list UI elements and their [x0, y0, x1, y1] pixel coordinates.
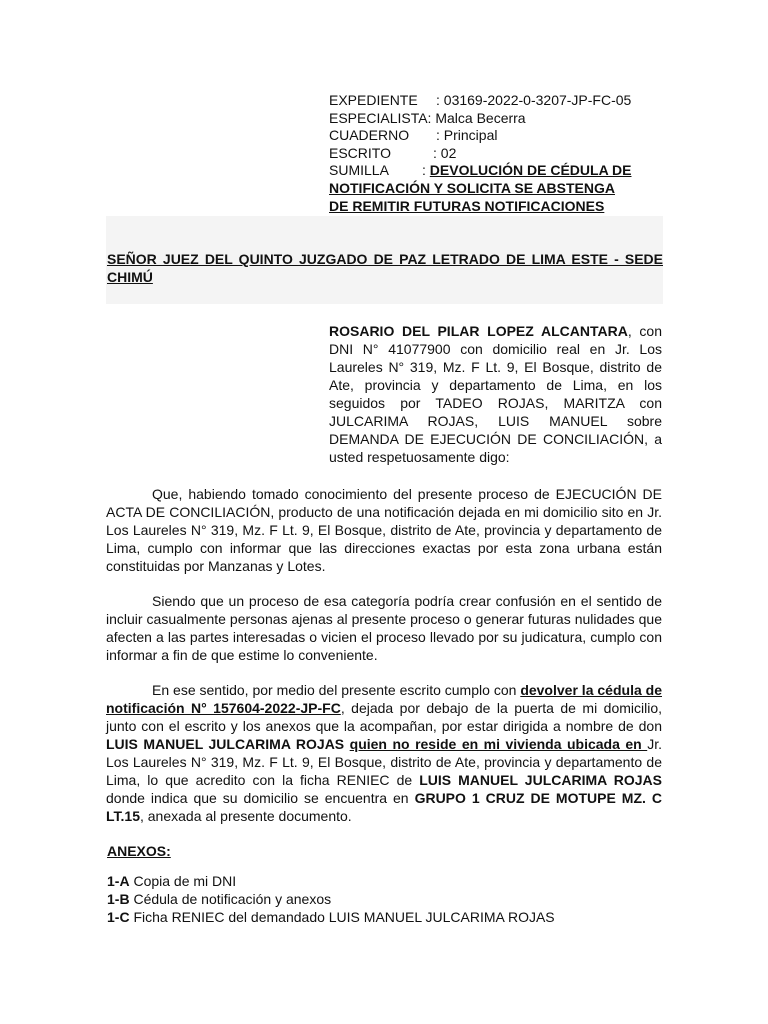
anexo-item [107, 890, 667, 908]
escrito-row [329, 145, 663, 163]
paragraph-3 [106, 681, 662, 825]
cuaderno-row [329, 127, 663, 145]
expediente-value: : 03169-2022-0-3207-JP-FC-05 [436, 92, 632, 108]
paragraph-1-text: Que, habiendo tomado conocimiento del presente proceso de EJECUCIÓN DE ACTA DE CONCILIACIÓN, producto de una notificación dejada en mi domicilio sito en Jr. Los Laureles N° 319, Mz. F Lt. 9, El Bosque, distrito de Ate, provincia y departamento de Lima, cumplo con informar que las direcciones exactas por esta zona urbana están constituidas por Manzanas y Lotes. [106, 486, 662, 574]
sumilla-label: SUMILLA [329, 162, 389, 179]
cuaderno-value: : Principal [436, 127, 498, 144]
especialista-label: ESPECIALISTA: [329, 109, 432, 126]
p3-bold-4: LUIS MANUEL JULCARIMA ROJAS [419, 772, 662, 788]
anexo-text: Copia de mi DNI [129, 873, 237, 889]
case-header [329, 92, 663, 215]
especialista-row [329, 110, 663, 128]
especialista-value: Malca Becerra [431, 109, 526, 126]
p3-text-1: En ese sentido, por medio del presente escrito cumplo con [152, 682, 521, 698]
anexo-text: Ficha RENIEC del demandado LUIS MANUEL JULCARIMA ROJAS [129, 909, 555, 925]
sumilla-line-1: DEVOLUCIÓN DE CÉDULA DE [429, 162, 632, 179]
anexo-text: Cédula de notificación y anexos [129, 891, 332, 907]
sumilla-row [329, 162, 663, 180]
p3-text-6: , anexada al presente documento. [139, 808, 352, 824]
sumilla-line-2: NOTIFICACIÓN Y SOLICITA SE ABSTENGA [329, 179, 615, 196]
petitioner-intro [329, 322, 662, 466]
anexo-code: 1-A [107, 873, 130, 889]
sumilla-line-3: DE REMITIR FUTURAS NOTIFICACIONES [329, 197, 605, 214]
p3-text-4: Jr. Los Laureles N° 319, Mz. F Lt. 9, El Bosque, distrito de Ate, provincia y departamento de Lima, lo que acredito con la ficha RENIEC de [106, 736, 662, 788]
petitioner-name: ROSARIO DEL PILAR LOPEZ ALCANTARA [329, 323, 628, 339]
anexos-title: ANEXOS: [107, 843, 171, 859]
cuaderno-label: CUADERNO [329, 127, 410, 144]
escrito-label: ESCRITO [329, 144, 391, 161]
p3-bold-3: quien no reside en mi vivienda ubicada en [349, 736, 648, 752]
escrito-value: : 02 [433, 144, 457, 161]
sumilla-separator: : [422, 162, 430, 179]
p3-bold-1: devolver la cédula de notificación N° 157604-2022-JP-FC [106, 682, 662, 716]
anexo-item [107, 872, 667, 890]
p3-text-2: , dejada por debajo de la puerta de mi domicilio, junto con el escrito y los anexos que la acompañan, por estar dirigida a nombre de don [106, 700, 663, 734]
addressee-heading: SEÑOR JUEZ DEL QUINTO JUZGADO DE PAZ LETRADO DE LIMA ESTE - SEDE CHIMÚ [107, 251, 663, 285]
paragraph-2-text: Siendo que un proceso de esa categoría podría crear confusión en el sentido de incluir casualmente personas ajenas al presente proceso o generar futuras nulidades que afecten a las partes interesadas o vicien el proceso llevado por su judicatura, cumplo con informar a fin de que estime lo conveniente. [106, 593, 662, 663]
p3-bold-2: LUIS MANUEL JULCARIMA ROJAS [106, 736, 345, 752]
anexo-item [107, 908, 667, 926]
petitioner-details: , con DNI N° 41077900 con domicilio real en Jr. Los Laureles N° 319, Mz. F Lt. 9, El Bosque, distrito de Ate, provincia y departamento de Lima, en los seguidos por TADEO ROJAS, MARITZA con JULCARIMA ROJAS, LUIS MANUEL sobre DEMANDA DE EJECUCIÓN DE CONCILIACIÓN, a usted respetuosamente digo: [329, 323, 662, 465]
anexos-list [107, 872, 667, 926]
anexo-code: 1-B [107, 891, 130, 907]
anexo-code: 1-C [107, 909, 130, 925]
expediente-row [329, 92, 663, 110]
expediente-label: EXPEDIENTE [329, 92, 418, 108]
paragraph-2 [106, 592, 662, 664]
p3-bold-5: GRUPO 1 CRUZ DE MOTUPE MZ. C LT.15 [106, 790, 662, 824]
p3-text-5: donde indica que su domicilio se encuentra en [106, 790, 415, 806]
paragraph-1 [106, 485, 662, 575]
